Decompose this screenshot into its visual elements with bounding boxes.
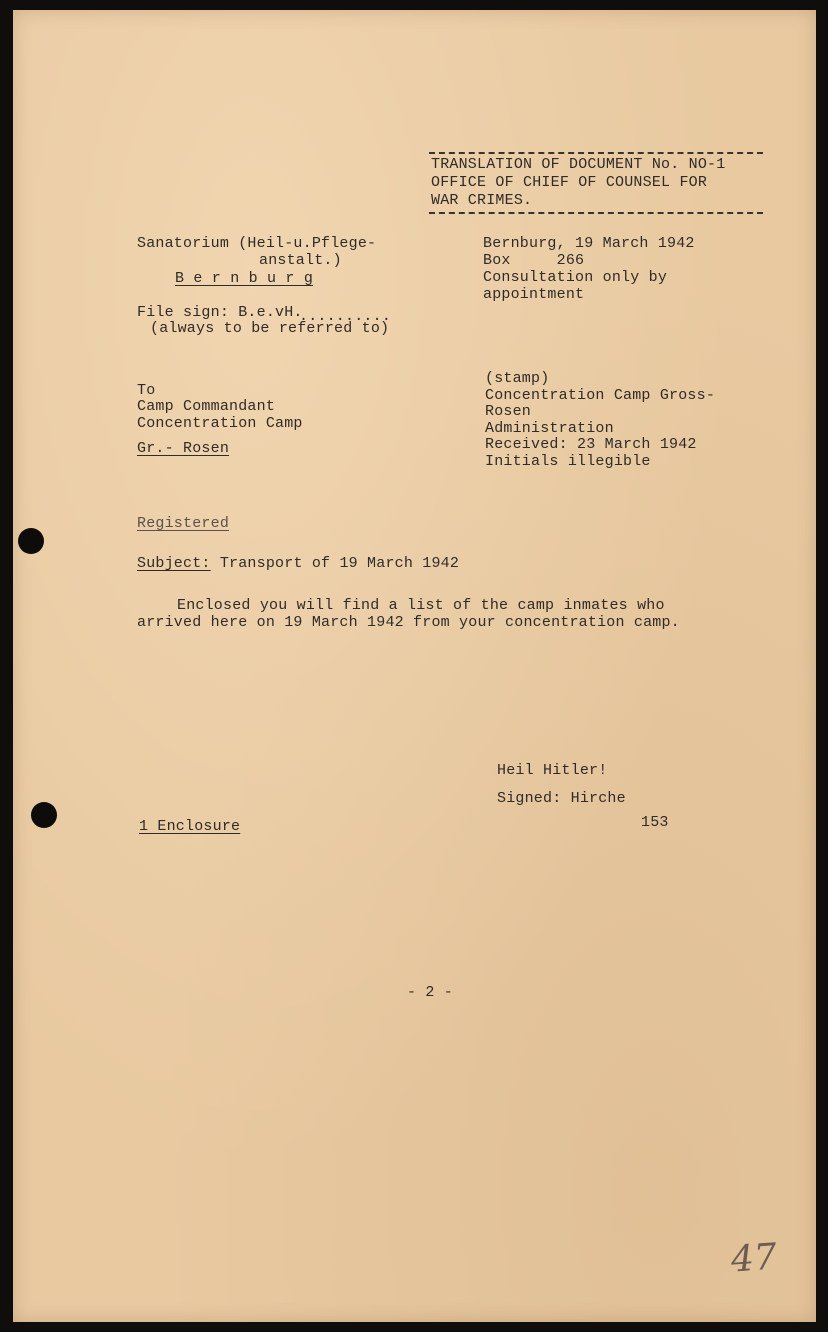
punch-hole-lower [31,802,57,828]
stamp-line-5: Received: 23 March 1942 [485,436,697,453]
recipient-line-3: Concentration Camp [137,415,303,432]
stamp-line-6: Initials illegible [485,453,651,470]
body-line-1: Enclosed you will find a list of the camp inmates who [177,597,665,614]
handwritten-page-number: 47 [729,1236,779,1281]
dateline-2: Box 266 [483,252,585,269]
sender-line-1: Sanatorium (Heil-u.Pflege- [137,235,377,252]
punch-hole-upper [18,528,44,554]
document-page [13,10,816,1322]
subject-text: Transport of 19 March 1942 [210,555,460,572]
header-line-1: TRANSLATION OF DOCUMENT No. NO-1 [431,156,726,173]
dateline-1: Bernburg, 19 March 1942 [483,235,695,252]
subject-line [137,555,459,572]
stamp-line-3: Rosen [485,403,532,420]
stamp-line-2: Concentration Camp Gross- [485,387,716,404]
closing-salute: Heil Hitler! [497,762,608,779]
stamp-line-1: (stamp) [485,370,550,387]
sender-place: B e r n b u r g [175,270,314,287]
enclosure-note: 1 Enclosure [139,818,241,835]
file-sign-dots: .......... [299,308,392,325]
registered-label: Registered [137,515,230,532]
header-bottom-rule [429,212,763,214]
file-sign-note: (always to be referred to) [150,320,390,337]
recipient-line-2: Camp Commandant [137,398,276,415]
recipient-line-1: To [137,382,156,399]
stamp-line-4: Administration [485,420,614,437]
subject-label: Subject: [137,555,211,572]
header-line-2: OFFICE OF CHIEF OF COUNSEL FOR [431,174,708,191]
body-line-2: arrived here on 19 March 1942 from your concentration camp. [137,614,680,631]
closing-number: 153 [641,814,669,831]
header-top-rule [429,152,763,154]
recipient-line-4: Gr.- Rosen [137,440,230,457]
sender-line-2: anstalt.) [259,252,342,269]
dateline-4: appointment [483,286,585,303]
page-marker: - 2 - [407,984,454,1001]
header-line-3: WAR CRIMES. [431,192,533,209]
dateline-3: Consultation only by [483,269,668,286]
closing-signed: Signed: Hirche [497,790,626,807]
file-sign: File sign: B.e.vH. [137,304,303,321]
